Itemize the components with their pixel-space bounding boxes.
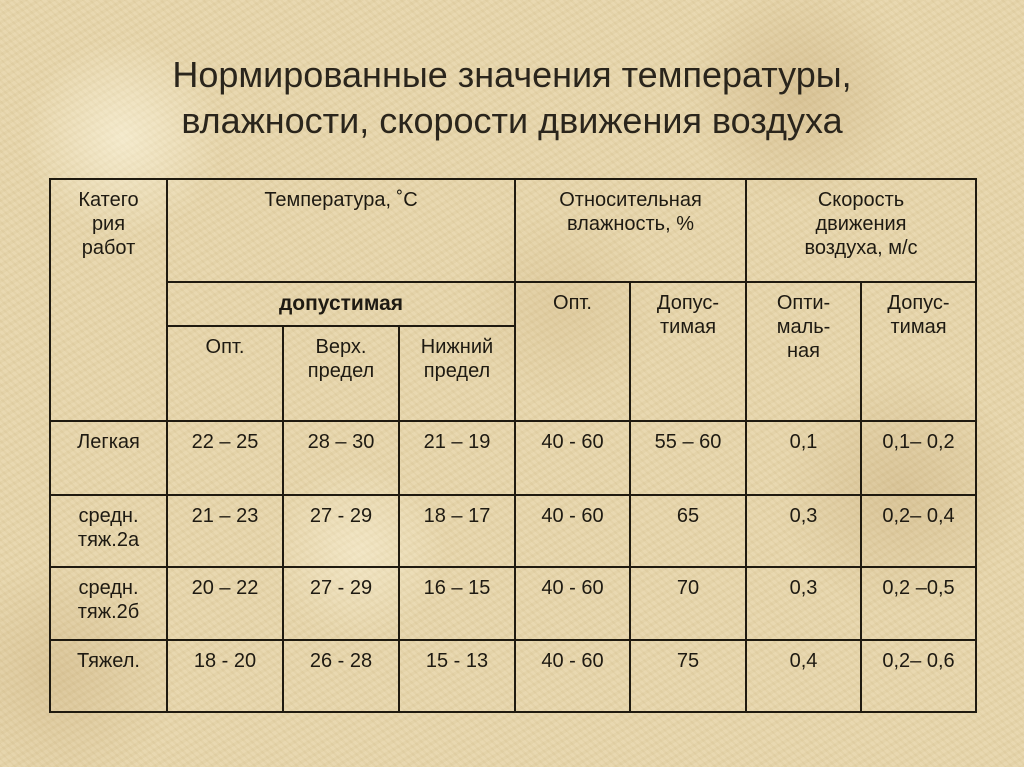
header-category — [50, 179, 167, 421]
cell-humidity-permissible: 75 — [630, 640, 746, 712]
table-row — [50, 421, 976, 495]
cell-speed-permissible: 0,2– 0,6 — [861, 640, 976, 712]
row-category-line: Легкая — [77, 431, 140, 453]
header-air-speed-line: Скорость — [817, 189, 905, 211]
row-category-line: Тяжел. — [77, 650, 140, 672]
row-category — [50, 640, 167, 712]
cell-humidity-permissible: 70 — [630, 567, 746, 640]
cell-temp-lower: 15 - 13 — [399, 640, 515, 712]
header-temp-opt: Опт. — [167, 326, 283, 421]
row-category — [50, 567, 167, 640]
table-row — [50, 567, 976, 640]
cell-temp-lower: 21 – 19 — [399, 421, 515, 495]
cell-temp-opt: 18 - 20 — [167, 640, 283, 712]
cell-humidity-permissible: 65 — [630, 495, 746, 567]
header-permissible: допустимая — [167, 282, 515, 326]
norms-table — [49, 178, 977, 713]
header-speed-permissible-line: тимая — [890, 316, 947, 338]
header-category-line: работ — [81, 237, 136, 259]
cell-temp-upper: 27 - 29 — [283, 495, 399, 567]
cell-humidity-opt: 40 - 60 — [515, 495, 630, 567]
cell-speed-optimal: 0,3 — [746, 495, 861, 567]
cell-temp-opt: 20 – 22 — [167, 567, 283, 640]
header-humidity-line: влажность, % — [567, 213, 694, 235]
cell-humidity-permissible: 55 – 60 — [630, 421, 746, 495]
row-category-line: средн. — [78, 577, 139, 599]
cell-speed-optimal: 0,3 — [746, 567, 861, 640]
header-category-line: Катего — [78, 189, 139, 211]
cell-temp-upper: 27 - 29 — [283, 567, 399, 640]
header-air-speed-line: движения — [815, 213, 907, 235]
slide-title — [0, 52, 1024, 144]
cell-humidity-opt: 40 - 60 — [515, 640, 630, 712]
header-speed-optimal — [746, 282, 861, 421]
cell-temp-upper: 26 - 28 — [283, 640, 399, 712]
cell-temp-opt: 22 – 25 — [167, 421, 283, 495]
header-humidity-opt: Опт. — [515, 282, 630, 421]
row-category-line: тяж.2б — [77, 601, 140, 623]
cell-speed-permissible: 0,2 –0,5 — [861, 567, 976, 640]
header-temp-upper-line: Верх. — [315, 336, 367, 358]
header-temp-lower-line: Нижний — [420, 336, 494, 358]
cell-temp-opt: 21 – 23 — [167, 495, 283, 567]
header-humidity-permissible-line: тимая — [659, 316, 717, 338]
table-row — [50, 640, 976, 712]
header-speed-permissible — [861, 282, 976, 421]
slide-title-line-1: Нормированные значения температуры, — [172, 54, 852, 95]
header-temp-upper — [283, 326, 399, 421]
cell-speed-permissible: 0,1– 0,2 — [861, 421, 976, 495]
header-speed-optimal-line: ная — [787, 340, 821, 362]
header-air-speed-line: воздуха, м/с — [804, 237, 918, 259]
header-humidity-permissible-line: Допус- — [656, 292, 720, 314]
cell-humidity-opt: 40 - 60 — [515, 567, 630, 640]
header-humidity-permissible — [630, 282, 746, 421]
cell-speed-optimal: 0,4 — [746, 640, 861, 712]
cell-temp-lower: 16 – 15 — [399, 567, 515, 640]
cell-temp-lower: 18 – 17 — [399, 495, 515, 567]
header-temp-lower — [399, 326, 515, 421]
cell-speed-optimal: 0,1 — [746, 421, 861, 495]
header-speed-optimal-line: маль- — [776, 316, 831, 338]
header-temperature: Температура, ˚С — [167, 179, 515, 282]
header-category-line: рия — [91, 213, 126, 235]
slide-title-line-2: влажности, скорости движения воздуха — [181, 100, 843, 141]
table-row — [50, 495, 976, 567]
cell-temp-upper: 28 – 30 — [283, 421, 399, 495]
cell-speed-permissible: 0,2– 0,4 — [861, 495, 976, 567]
header-air-speed — [746, 179, 976, 282]
row-category-line: тяж.2а — [77, 529, 140, 551]
header-humidity — [515, 179, 746, 282]
row-category-line: средн. — [78, 505, 139, 527]
header-speed-optimal-line: Опти- — [776, 292, 831, 314]
header-temp-upper-line: предел — [307, 360, 375, 382]
row-category — [50, 495, 167, 567]
cell-humidity-opt: 40 - 60 — [515, 421, 630, 495]
header-temp-lower-line: предел — [423, 360, 491, 382]
row-category — [50, 421, 167, 495]
header-speed-permissible-line: Допус- — [887, 292, 950, 314]
header-humidity-line: Относительная — [559, 189, 702, 211]
